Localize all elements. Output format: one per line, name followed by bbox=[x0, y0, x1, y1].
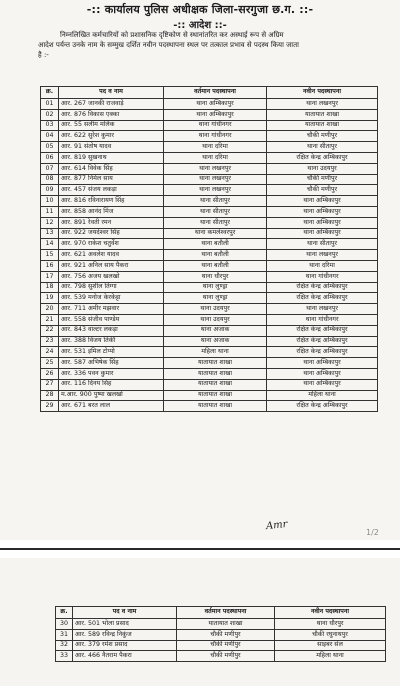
cell-name: आर. 798 सुशील तिग्गा bbox=[59, 282, 164, 293]
cell-new-posting: रक्षित केन्द्र अम्बिकापुर bbox=[267, 152, 378, 163]
cell-name: आर. 671 बरत लाल bbox=[59, 401, 164, 412]
cell-name: आर. 539 मनोज केरकेट्टा bbox=[59, 293, 164, 304]
cell-serial: 16 bbox=[41, 260, 59, 271]
table-row bbox=[56, 629, 386, 640]
cell-new-posting: थाना अम्बिकापुर bbox=[267, 379, 378, 390]
cell-new-posting: थाना गांधीनगर bbox=[267, 271, 378, 282]
cell-name: आर. 55 सलीम मलिक bbox=[59, 120, 164, 131]
transfer-table bbox=[40, 86, 378, 412]
cell-new-posting: महिला थाना bbox=[267, 390, 378, 401]
cell-serial: 19 bbox=[41, 293, 59, 304]
cell-current-posting: थाना सीतापुर bbox=[164, 206, 267, 217]
cell-name: आर. 531 इमिल टोप्पो bbox=[59, 347, 164, 358]
table-row bbox=[41, 325, 378, 336]
table-row bbox=[41, 196, 378, 207]
cell-current-posting: थाना दरिमा bbox=[164, 142, 267, 153]
header-current-posting: वर्तमान पदस्थापना bbox=[164, 87, 267, 99]
table-row bbox=[41, 304, 378, 315]
table-row bbox=[41, 163, 378, 174]
cell-new-posting: रक्षित केन्द्र अम्बिकापुर bbox=[267, 293, 378, 304]
table-header-row bbox=[41, 87, 378, 99]
cell-serial: 21 bbox=[41, 314, 59, 325]
table-row bbox=[41, 390, 378, 401]
cell-name: आर. 589 रविन्द्र निकुंज bbox=[73, 629, 177, 640]
table-row bbox=[41, 271, 378, 282]
cell-serial: 04 bbox=[41, 131, 59, 142]
cell-current-posting: थाना उदयपुर bbox=[164, 304, 267, 315]
cell-current-posting: थाना सीतापुर bbox=[164, 196, 267, 207]
cell-name: आर. 336 पवन कुमार bbox=[59, 368, 164, 379]
cell-new-posting: थाना उदयपुर bbox=[267, 163, 378, 174]
cell-new-posting: चौकी मणीपुर bbox=[267, 131, 378, 142]
cell-new-posting: थाना दरिमा bbox=[267, 260, 378, 271]
page-edge-divider bbox=[0, 548, 400, 550]
cell-name: आर. 877 निर्मल साय bbox=[59, 174, 164, 185]
table-row bbox=[41, 142, 378, 153]
cell-name: आर. 388 विजय तिर्की bbox=[59, 336, 164, 347]
cell-new-posting: रक्षित केन्द्र अम्बिकापुर bbox=[267, 336, 378, 347]
table-row bbox=[41, 379, 378, 390]
table-row bbox=[56, 640, 386, 651]
cell-name: आर. 816 रविनारायण सिंह bbox=[59, 196, 164, 207]
cell-current-posting: थाना गांधीनगर bbox=[164, 131, 267, 142]
cell-new-posting: चौकी मणीपुर bbox=[267, 185, 378, 196]
cell-serial: 18 bbox=[41, 282, 59, 293]
table-body bbox=[41, 99, 378, 412]
table-row bbox=[41, 120, 378, 131]
cell-new-posting: थाना लखनपुर bbox=[267, 304, 378, 315]
cell-current-posting: थाना अम्बिकापुर bbox=[164, 109, 267, 120]
cell-serial: 13 bbox=[41, 228, 59, 239]
cell-current-posting: थाना लखनपुर bbox=[164, 185, 267, 196]
intro-line-2: आदेश पर्यन्त उनके नाम के सम्मुख दर्शित नवीन पदस्थापना स्थल पर तत्काल प्रभाव से पदस्थ किया जाता bbox=[38, 41, 299, 49]
intro-paragraph bbox=[38, 30, 373, 60]
cell-current-posting: यातायात शाखा bbox=[164, 390, 267, 401]
cell-current-posting: यातायात शाखा bbox=[177, 619, 275, 630]
table-row bbox=[41, 336, 378, 347]
header-name: पद व नाम bbox=[59, 87, 164, 99]
cell-current-posting: थाना सीतापुर bbox=[164, 217, 267, 228]
header-current-posting: वर्तमान पदस्थापना bbox=[177, 607, 275, 619]
intro-line-3: है :- bbox=[38, 51, 49, 59]
cell-serial: 05 bbox=[41, 142, 59, 153]
table-row bbox=[41, 217, 378, 228]
header-serial: क्र. bbox=[56, 607, 73, 619]
cell-new-posting: रक्षित केन्द्र अम्बिकापुर bbox=[267, 282, 378, 293]
cell-current-posting: महिला थाना bbox=[164, 347, 267, 358]
cell-name: आर. 267 जानकी राजवाड़े bbox=[59, 99, 164, 110]
cell-new-posting: रक्षित केन्द्र अम्बिकापुर bbox=[267, 325, 378, 336]
cell-current-posting: थाना लुण्ड्रा bbox=[164, 293, 267, 304]
office-title: -:: कार्यालय पुलिस अधीक्षक जिला-सरगुजा छ.ग. ::- bbox=[86, 3, 314, 16]
cell-current-posting: थाना गांधीनगर bbox=[164, 120, 267, 131]
cell-serial: 09 bbox=[41, 185, 59, 196]
cell-current-posting: थाना अजाक bbox=[164, 336, 267, 347]
cell-serial: 27 bbox=[41, 379, 59, 390]
cell-current-posting: थाना धौरपुर bbox=[164, 271, 267, 282]
cell-serial: 29 bbox=[41, 401, 59, 412]
table-row bbox=[41, 185, 378, 196]
cell-name: आर. 501 भोला प्रसाद bbox=[73, 619, 177, 630]
cell-current-posting: थाना बतौली bbox=[164, 260, 267, 271]
table-row bbox=[41, 206, 378, 217]
cell-serial: 02 bbox=[41, 109, 59, 120]
table-row bbox=[41, 293, 378, 304]
cell-new-posting: थाना सीतापुर bbox=[267, 239, 378, 250]
cell-name: आर. 587 अभिषेक सिंह bbox=[59, 358, 164, 369]
cell-serial: 32 bbox=[56, 640, 73, 651]
cell-name: आर. 116 दिनय सिंह bbox=[59, 379, 164, 390]
table-row bbox=[56, 651, 386, 662]
cell-serial: 08 bbox=[41, 174, 59, 185]
cell-new-posting: चौकी रघुनाथपुर bbox=[275, 629, 386, 640]
cell-serial: 01 bbox=[41, 99, 59, 110]
cell-new-posting: थाना सीतापुर bbox=[267, 142, 378, 153]
cell-serial: 12 bbox=[41, 217, 59, 228]
cell-current-posting: चौकी मणीपुर bbox=[177, 640, 275, 651]
cell-serial: 20 bbox=[41, 304, 59, 315]
cell-new-posting: थाना अम्बिकापुर bbox=[267, 358, 378, 369]
cell-current-posting: थाना लखनपुर bbox=[164, 174, 267, 185]
cell-new-posting: थाना धौरपुर bbox=[275, 619, 386, 630]
cell-serial: 26 bbox=[41, 368, 59, 379]
cell-name: आर. 614 विवेक सिंह bbox=[59, 163, 164, 174]
cell-serial: 14 bbox=[41, 239, 59, 250]
cell-name: आर. 843 वाल्टर लकड़ा bbox=[59, 325, 164, 336]
cell-current-posting: थाना लुण्ड्रा bbox=[164, 282, 267, 293]
cell-serial: 17 bbox=[41, 271, 59, 282]
cell-current-posting: चौकी मणीपुर bbox=[177, 629, 275, 640]
table-row bbox=[41, 239, 378, 250]
table-row bbox=[41, 109, 378, 120]
cell-new-posting: थाना अम्बिकापुर bbox=[267, 196, 378, 207]
header-serial: क्र. bbox=[41, 87, 59, 99]
table-row bbox=[56, 619, 386, 630]
table-row bbox=[41, 99, 378, 110]
cell-serial: 06 bbox=[41, 152, 59, 163]
cell-serial: 10 bbox=[41, 196, 59, 207]
cell-current-posting: थाना अजाक bbox=[164, 325, 267, 336]
table-row bbox=[41, 401, 378, 412]
cell-name: आर. 819 सुखनाथ bbox=[59, 152, 164, 163]
cell-current-posting: थाना लखनपुर bbox=[164, 163, 267, 174]
cell-serial: 33 bbox=[56, 651, 73, 662]
table-row bbox=[41, 314, 378, 325]
cell-name: आर. 621 अवलेश यादव bbox=[59, 250, 164, 261]
header-new-posting: नवीन पदस्थापना bbox=[267, 87, 378, 99]
cell-new-posting: थाना गांधीनगर bbox=[267, 314, 378, 325]
transfer-table-continued bbox=[55, 606, 386, 662]
order-heading: -:: आदेश ::- bbox=[173, 20, 227, 31]
header-name: पद व नाम bbox=[73, 607, 177, 619]
header-new-posting: नवीन पदस्थापना bbox=[275, 607, 386, 619]
cell-serial: 24 bbox=[41, 347, 59, 358]
cell-current-posting: थाना बतौली bbox=[164, 239, 267, 250]
cell-current-posting: यातायात शाखा bbox=[164, 379, 267, 390]
cell-serial: 31 bbox=[56, 629, 73, 640]
cell-name: आर. 558 संजीव पाण्डेय bbox=[59, 314, 164, 325]
cell-serial: 25 bbox=[41, 358, 59, 369]
table-row bbox=[41, 250, 378, 261]
signature: Amr bbox=[265, 518, 289, 533]
cell-serial: 15 bbox=[41, 250, 59, 261]
table-row bbox=[41, 260, 378, 271]
cell-name: आर. 970 राकेश चतुर्वेश bbox=[59, 239, 164, 250]
table-row bbox=[41, 282, 378, 293]
cell-name: आर. 379 रमेश प्रसाद bbox=[73, 640, 177, 651]
cell-current-posting: यातायात शाखा bbox=[164, 401, 267, 412]
table-row bbox=[41, 368, 378, 379]
cell-new-posting: थाना लखनपुर bbox=[267, 99, 378, 110]
cell-name: आर. 922 जयदेश्वर सिंह bbox=[59, 228, 164, 239]
table-row bbox=[41, 228, 378, 239]
cell-current-posting: यातायात शाखा bbox=[164, 368, 267, 379]
cell-new-posting: रक्षित केन्द्र अम्बिकापुर bbox=[267, 401, 378, 412]
cell-new-posting: साइबर सेल bbox=[275, 640, 386, 651]
cell-serial: 28 bbox=[41, 390, 59, 401]
cell-new-posting: चौकी मणीपुर bbox=[267, 174, 378, 185]
cell-new-posting: थाना अम्बिकापुर bbox=[267, 217, 378, 228]
cell-new-posting: यातायात शाखा bbox=[267, 120, 378, 131]
cell-new-posting: यातायात शाखा bbox=[267, 109, 378, 120]
cell-new-posting: थाना अम्बिकापुर bbox=[267, 368, 378, 379]
table-body bbox=[56, 619, 386, 662]
cell-name: आर. 756 अजय खलखो bbox=[59, 271, 164, 282]
cell-new-posting: महिला थाना bbox=[275, 651, 386, 662]
cell-new-posting: थाना अम्बिकापुर bbox=[267, 228, 378, 239]
cell-serial: 03 bbox=[41, 120, 59, 131]
cell-serial: 07 bbox=[41, 163, 59, 174]
cell-name: आर. 622 सुरेश कुमार bbox=[59, 131, 164, 142]
cell-serial: 30 bbox=[56, 619, 73, 630]
cell-serial: 11 bbox=[41, 206, 59, 217]
table-row bbox=[41, 152, 378, 163]
cell-current-posting: थाना अम्बिकापुर bbox=[164, 99, 267, 110]
cell-name: आर. 466 नैतराम पैकरा bbox=[73, 651, 177, 662]
cell-new-posting: थाना अम्बिकापुर bbox=[267, 206, 378, 217]
table-row bbox=[41, 358, 378, 369]
cell-name: म.आर. 900 पुष्पा खलखो bbox=[59, 390, 164, 401]
cell-name: आर. 91 संतोष यादव bbox=[59, 142, 164, 153]
cell-name: आर. 921 अनिल साय पैकरा bbox=[59, 260, 164, 271]
page-number: 1/2 bbox=[366, 528, 379, 537]
cell-current-posting: चौकी मणीपुर bbox=[177, 651, 275, 662]
intro-line-1: निम्नलिखित कर्मचारियों को प्रशासनिक दृष्टिकोण से स्थानांतरित कर अस्थाई रूप से अग्रिम bbox=[60, 31, 284, 39]
cell-name: आर. 891 रेवती रमन bbox=[59, 217, 164, 228]
cell-new-posting: थाना लखनपुर bbox=[267, 250, 378, 261]
table-row bbox=[41, 347, 378, 358]
table-row bbox=[41, 174, 378, 185]
cell-current-posting: थाना दरिमा bbox=[164, 152, 267, 163]
cell-new-posting: रक्षित केन्द्र अम्बिकापुर bbox=[267, 347, 378, 358]
cell-current-posting: थाना कमलेश्वरपुर bbox=[164, 228, 267, 239]
cell-current-posting: थाना बतौली bbox=[164, 250, 267, 261]
cell-serial: 23 bbox=[41, 336, 59, 347]
cell-serial: 22 bbox=[41, 325, 59, 336]
cell-name: आर. 858 आनंद मिंज bbox=[59, 206, 164, 217]
cell-name: आर. 711 अमीर मझवार bbox=[59, 304, 164, 315]
cell-current-posting: थाना उदयपुर bbox=[164, 314, 267, 325]
table-header-row bbox=[56, 607, 386, 619]
cell-name: आर. 457 संजय लकड़ा bbox=[59, 185, 164, 196]
cell-current-posting: यातायात शाखा bbox=[164, 358, 267, 369]
table-row bbox=[41, 131, 378, 142]
cell-name: आर. 876 विकास एक्का bbox=[59, 109, 164, 120]
